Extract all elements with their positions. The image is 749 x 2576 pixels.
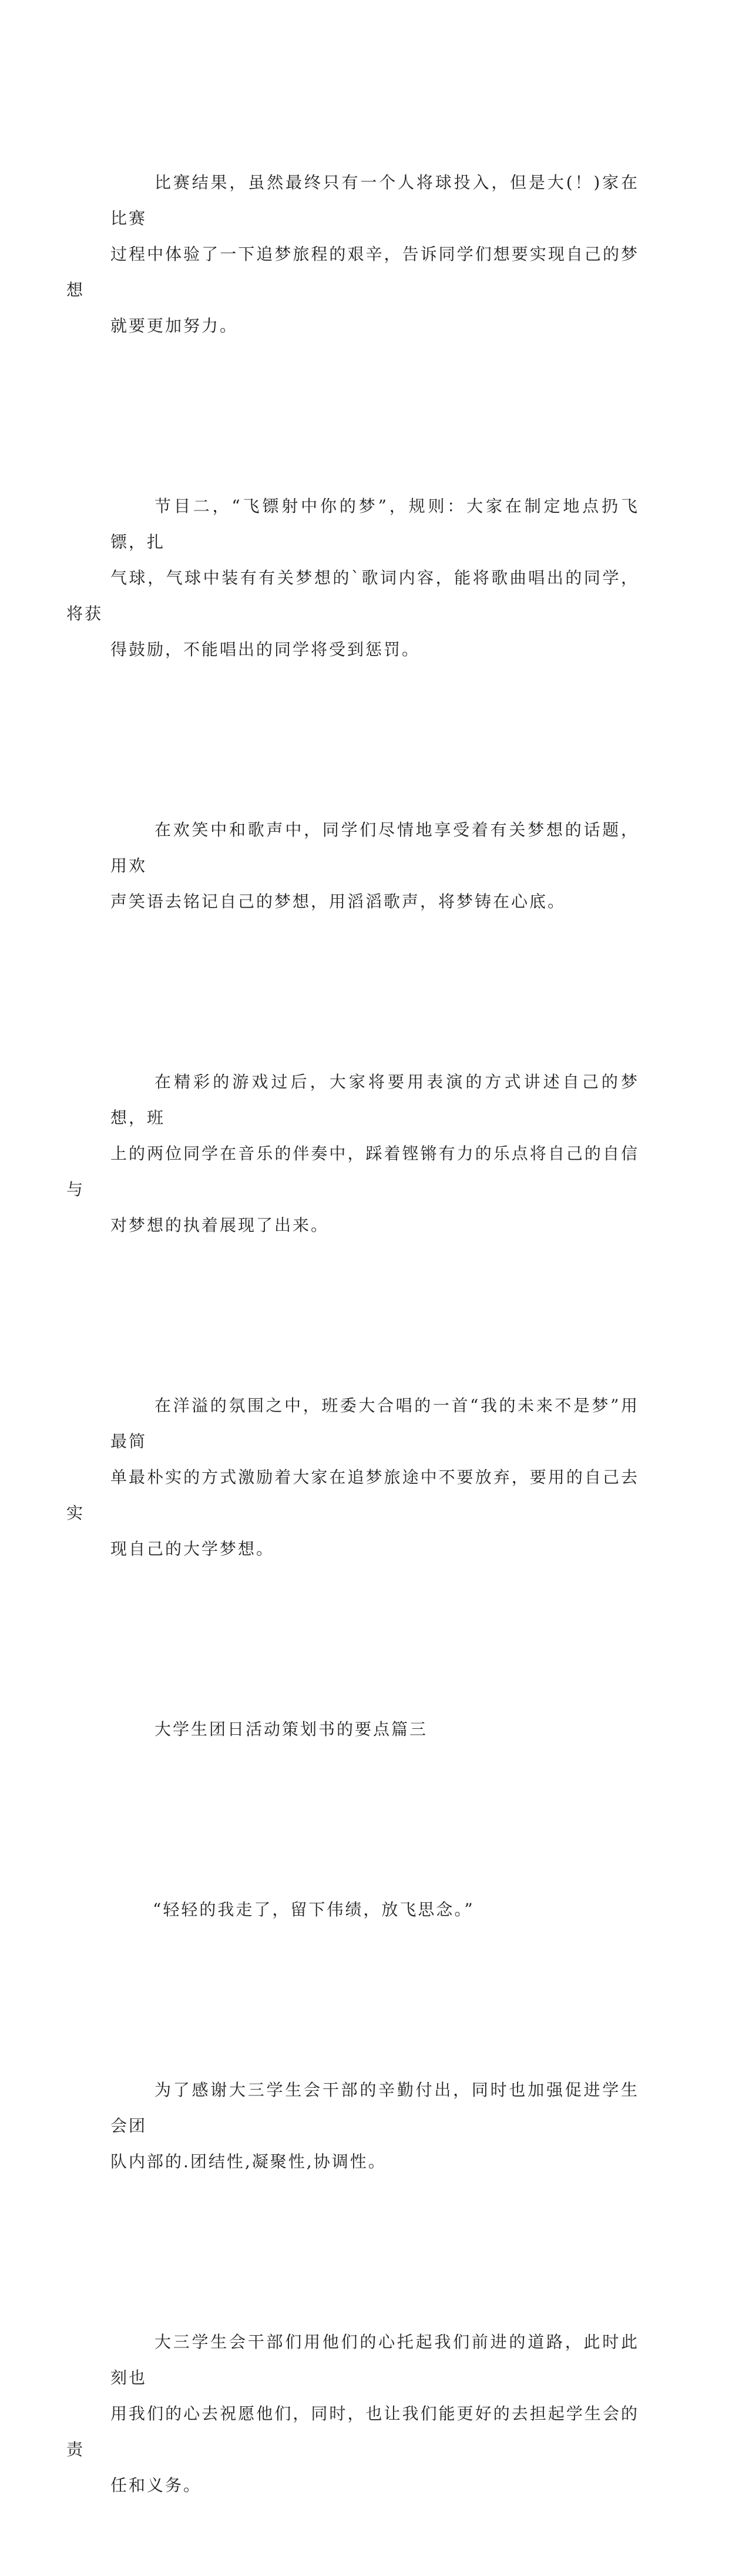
text-line: 单最朴实的方式激励着大家在追梦旅途中不要放弃，要用的自己去实: [66, 1467, 639, 1523]
text-line: 比赛结果，虽然最终只有一个人将球投入，但是大(！)家在比赛: [110, 173, 639, 228]
text-line: 对梦想的执着展现了出来。: [110, 1215, 330, 1235]
paragraph-game-result: [66, 93, 639, 415]
text-line: 现自己的大学梦想。: [110, 1539, 275, 1559]
text-line: 在精彩的游戏过后，大家将要用表演的方式讲述自己的梦想，班: [110, 1072, 639, 1127]
text-line: 气球，气球中装有有关梦想的`歌词内容，能将歌曲唱出的同学，将获: [66, 568, 639, 623]
text-line: 用我们的心去祝愿他们，同时，也让我们能更好的去担起学生会的责: [66, 2404, 639, 2459]
text-line: 就要更加努力。: [110, 316, 239, 335]
section-heading: [110, 1640, 639, 1819]
text-line: 上的两位同学在音乐的伴奏中，踩着铿锵有力的乐点将自己的自信与: [66, 1144, 639, 1199]
text-line: 过程中体验了一下追梦旅程的艰辛，告诉同学们想要实现自己的梦想: [66, 244, 639, 300]
paragraph-program-two: [66, 417, 639, 739]
text-line: 任和义务。: [110, 2476, 202, 2495]
paragraph-chorus: [66, 1316, 639, 1638]
paragraph-wishes: [66, 2252, 639, 2575]
text-line: 队内部的.团结性,凝聚性,协调性。: [110, 2152, 387, 2171]
text-line: 为了感谢大三学生会干部的辛勤付出，同时也加强促进学生会团: [110, 2080, 639, 2135]
text-line: 大学生团日活动策划书的要点篇三: [154, 1719, 428, 1739]
text-line: 得鼓励，不能唱出的同学将受到惩罚。: [110, 640, 421, 659]
text-line: 在洋溢的氛围之中，班委大合唱的一首“我的未来不是梦”用最简: [110, 1396, 639, 1451]
paragraph-laughter-song: [110, 740, 639, 991]
paragraph-performance: [66, 992, 639, 1315]
quote-paragraph: [110, 1820, 639, 1999]
text-line: 节目二，“飞镖射中你的梦”，规则：大家在制定地点扔飞镖，扎: [110, 496, 639, 552]
paragraph-thanks: [110, 2000, 639, 2251]
text-line: 在欢笑中和歌声中，同学们尽情地享受着有关梦想的话题，用欢: [110, 820, 639, 875]
text-line: 声笑语去铭记自己的梦想，用滔滔歌声，将梦铸在心底。: [110, 892, 566, 911]
document-body: [66, 93, 639, 2576]
text-line: 大三学生会干部们用他们的心托起我们前进的道路，此时此刻也: [110, 2332, 639, 2387]
text-line: “轻轻的我走了，留下伟绩，放飞思念。”: [153, 1900, 475, 1919]
